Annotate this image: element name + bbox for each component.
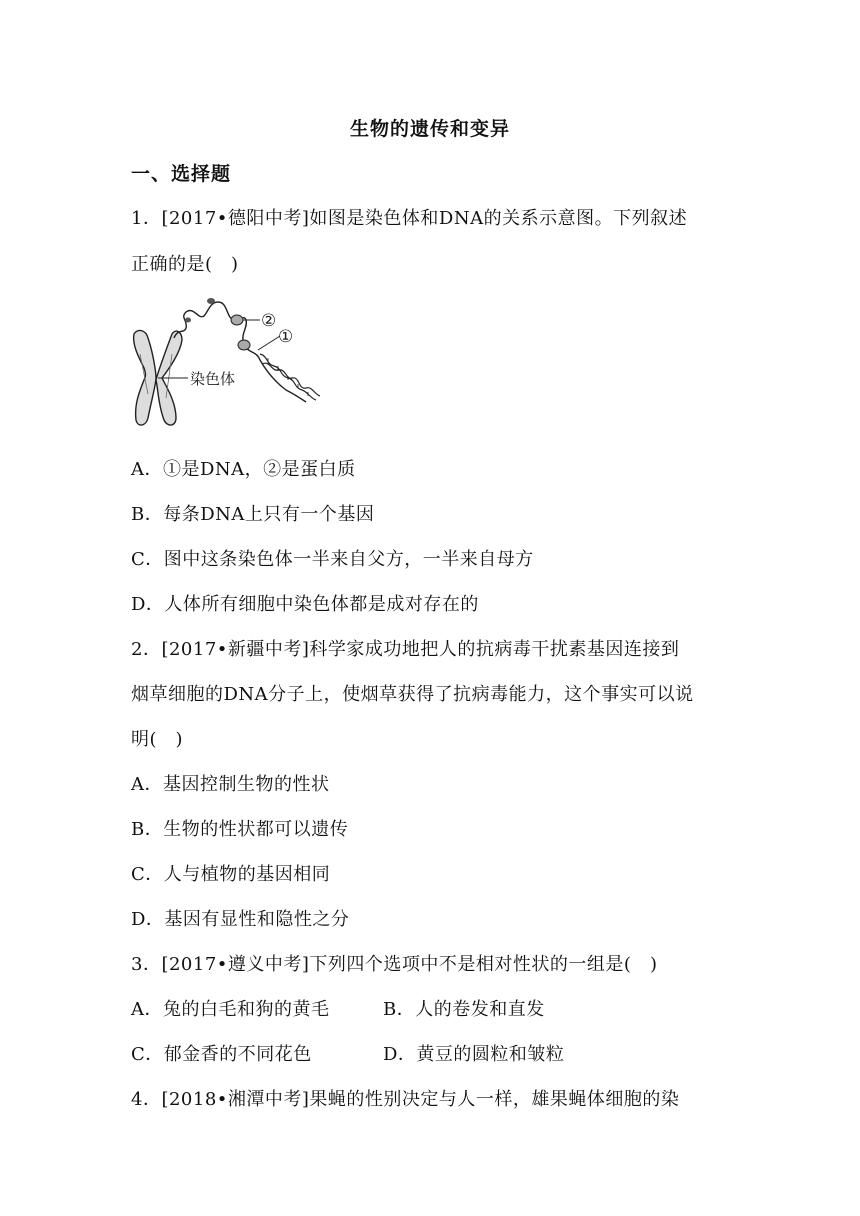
protein-2 [231, 315, 243, 325]
q2-option-c: C．人与植物的基因相同 [131, 864, 331, 885]
q3-stem: 3．[2017•遵义中考]下列四个选项中不是相对性状的一组是( ) [131, 954, 658, 975]
section-heading: 一、选择题 [131, 163, 232, 185]
label-chromosome: 染色体 [190, 370, 236, 388]
bead-2 [185, 318, 191, 323]
chromosome-dna-figure [128, 294, 328, 430]
q2-stem-line3: 明( ) [131, 729, 184, 750]
q4-stem-line1: 4．[2018•湘潭中考]果蝇的性别决定与人一样，雄果蝇体细胞的染 [131, 1089, 680, 1110]
q3-option-c: C．郁金香的不同花色 [131, 1044, 312, 1065]
chromosome-dna-diagram [128, 294, 328, 430]
protein-3 [238, 340, 250, 350]
q2-option-a: A．基因控制生物的性状 [131, 774, 330, 795]
label-2: ② [261, 311, 277, 331]
double-helix [260, 354, 320, 400]
q2-option-b: B．生物的性状都可以遗传 [131, 819, 349, 840]
bead-1 [207, 298, 215, 304]
q2-stem-line1: 2．[2017•新疆中考]科学家成功地把人的抗病毒干扰素基因连接到 [131, 639, 680, 660]
label-1: ① [278, 327, 294, 347]
q1-option-d: D．人体所有细胞中染色体都是成对存在的 [131, 594, 479, 615]
page-title: 生物的遗传和变异 [349, 118, 510, 140]
pointer-1 [258, 336, 280, 350]
q1-stem-line2: 正确的是( ) [131, 254, 239, 275]
q1-option-a: A．①是DNA，②是蛋白质 [131, 459, 356, 480]
q1-stem-line1: 1．[2017•德阳中考]如图是染色体和DNA的关系示意图。下列叙述 [131, 208, 688, 229]
q2-option-d: D．基因有显性和隐性之分 [131, 909, 350, 930]
q3-option-a: A．兔的白毛和狗的黄毛 [131, 999, 330, 1020]
q1-option-c: C．图中这条染色体一半来自父方，一半来自母方 [131, 549, 534, 570]
q2-stem-line2: 烟草细胞的DNA分子上，使烟草获得了抗病毒能力，这个事实可以说 [131, 684, 694, 705]
q1-option-b: B．每条DNA上只有一个基因 [131, 504, 375, 525]
q3-option-d: D．黄豆的圆粒和皱粒 [383, 1044, 565, 1065]
q3-option-b: B．人的卷发和直发 [383, 999, 545, 1020]
